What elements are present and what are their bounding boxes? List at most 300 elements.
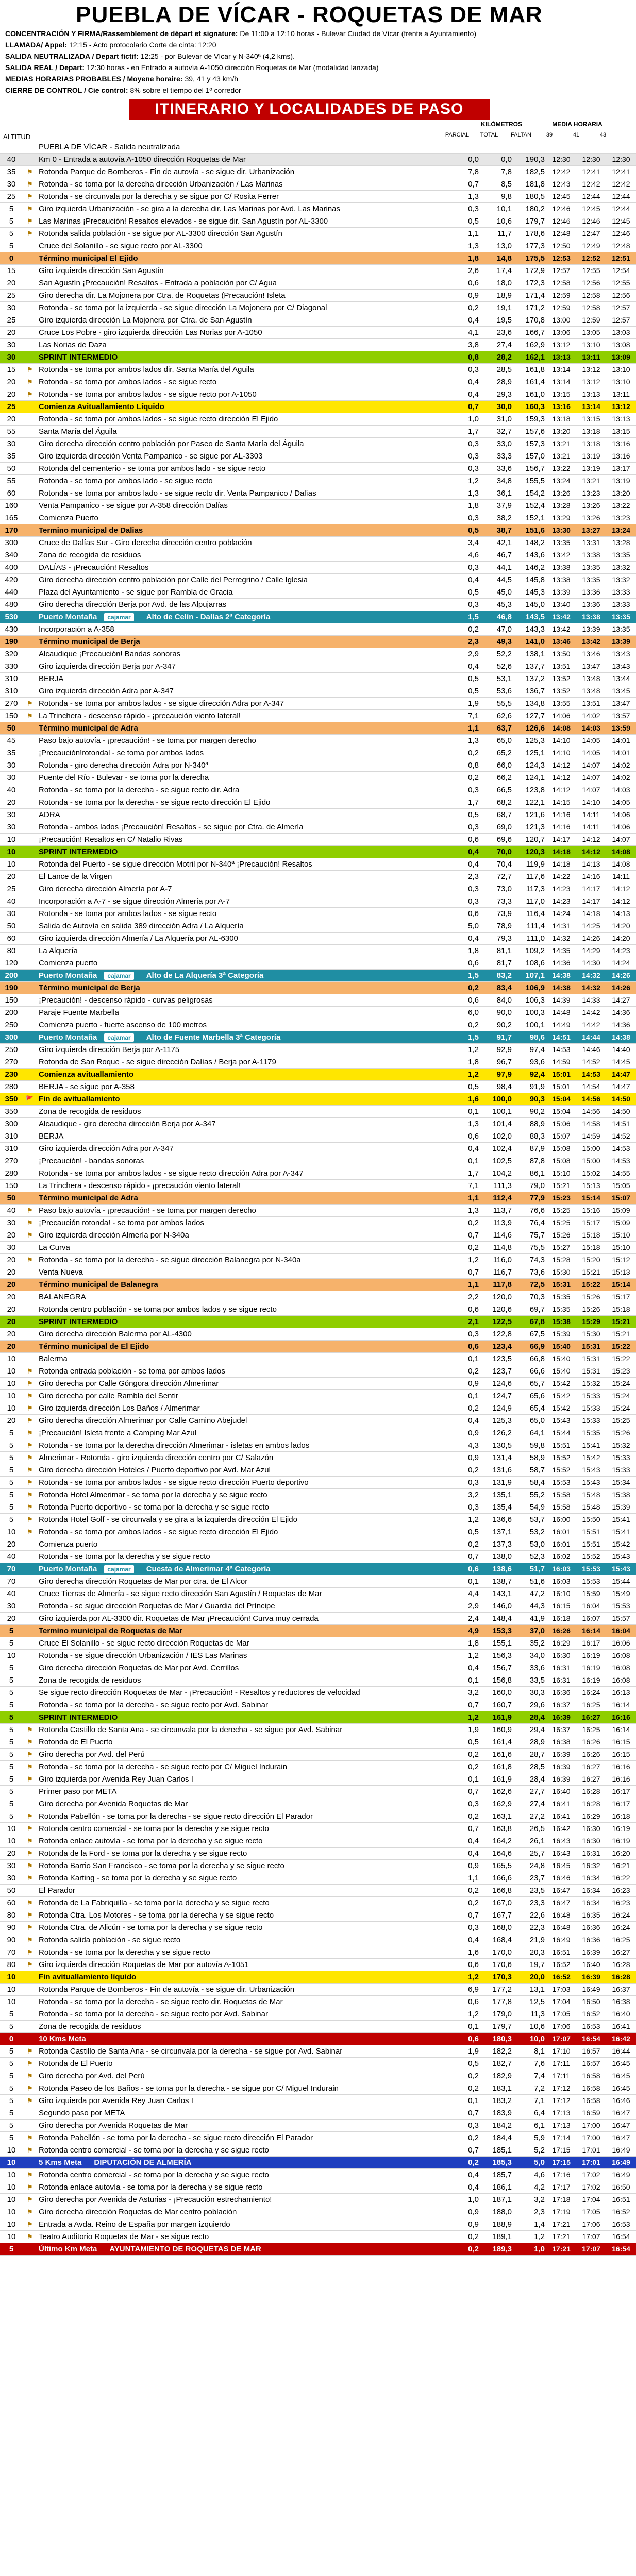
km-remaining-cell: 155,5 <box>513 475 546 487</box>
altitude-cell: 10 <box>0 1390 23 1402</box>
flag-icon <box>23 611 37 623</box>
time-41-cell: 17:02 <box>576 2181 606 2194</box>
table-row <box>0 1959 636 1971</box>
km-remaining-cell: 28,7 <box>513 1749 546 1761</box>
time-43-cell: 15:05 <box>606 1180 636 1192</box>
time-39-cell: 15:53 <box>546 1477 576 1489</box>
km-remaining-cell: 100,1 <box>513 1019 546 1031</box>
table-row <box>0 846 636 858</box>
description-cell <box>37 1316 447 1328</box>
time-41-cell: 16:28 <box>576 1798 606 1810</box>
description-text: Rotonda - se toma por la derecha y se sigue recto <box>39 1552 210 1561</box>
time-43-cell: 15:53 <box>606 1600 636 1613</box>
time-43-cell: 14:27 <box>606 994 636 1007</box>
table-row <box>0 2194 636 2206</box>
time-43-cell: 16:04 <box>606 1625 636 1637</box>
km-total-cell: 123,5 <box>480 1353 513 1365</box>
table-row <box>0 1044 636 1056</box>
description-text: Alcaudique - giro derecha dirección Berja por A-347 <box>39 1120 216 1128</box>
flag-icon: ⚑ <box>23 1229 37 1242</box>
description-cell <box>37 1180 447 1192</box>
time-43-cell: 16:24 <box>606 1909 636 1922</box>
km-total-cell: 182,2 <box>480 2045 513 2058</box>
time-39-cell: 17:10 <box>546 2045 576 2058</box>
itinerary-rows <box>0 141 636 2256</box>
km-remaining-cell: 10,0 <box>513 2033 546 2045</box>
time-41-cell: 14:56 <box>576 1093 606 1106</box>
km-total-cell: 0,0 <box>480 154 513 166</box>
altitude-cell: 310 <box>0 1143 23 1155</box>
time-39-cell: 14:16 <box>546 821 576 834</box>
km-total-cell: 44,1 <box>480 562 513 574</box>
description-text: Giro izquierda dirección Los Baños / Almerimar <box>39 1404 200 1413</box>
km-partial-header: PARCIAL <box>445 132 470 138</box>
km-remaining-cell: 28,5 <box>513 1761 546 1773</box>
km-partial-cell: 1,2 <box>447 1514 480 1526</box>
time-39-cell: 13:42 <box>546 623 576 636</box>
description-text: Rotonda - se toma por ambos lados dir. Santa María del Aguila <box>39 365 254 374</box>
table-row <box>0 2033 636 2045</box>
km-remaining-cell: 53,2 <box>513 1526 546 1538</box>
time-41-cell: 13:18 <box>576 426 606 438</box>
time-43-cell: 14:01 <box>606 735 636 747</box>
km-remaining-cell: 166,7 <box>513 327 546 339</box>
altitude-cell: 280 <box>0 1081 23 1093</box>
time-39-cell: 13:21 <box>546 438 576 450</box>
km-total-cell: 184,2 <box>480 2120 513 2132</box>
description-text: Salida de Autovía en salida 389 dirección Adra / La Alquería <box>39 922 244 930</box>
time-41-cell: 13:21 <box>576 475 606 487</box>
time-39-cell: 16:39 <box>546 1761 576 1773</box>
description-text: Teatro Auditorio Roquetas de Mar - se sigue recto <box>39 2232 209 2241</box>
altitude-cell: 10 <box>0 858 23 871</box>
table-row <box>0 178 636 191</box>
km-partial-cell: 0,2 <box>447 302 480 314</box>
time-39-cell: 15:42 <box>546 1402 576 1415</box>
description-cell <box>37 1415 447 1427</box>
description-cell <box>37 562 447 574</box>
time-41-cell: 16:04 <box>576 1600 606 1613</box>
time-43-cell: 13:19 <box>606 475 636 487</box>
table-row <box>0 1106 636 1118</box>
time-43-cell: 14:12 <box>606 895 636 908</box>
description-cell <box>37 1106 447 1118</box>
time-39-cell: 16:29 <box>546 1637 576 1650</box>
km-total-cell: 111,3 <box>480 1180 513 1192</box>
altitude-cell: 70 <box>0 1563 23 1575</box>
time-39-cell: 16:40 <box>546 1786 576 1798</box>
time-41-cell: 14:12 <box>576 834 606 846</box>
km-total-cell: 164,2 <box>480 1835 513 1848</box>
table-row <box>0 2206 636 2218</box>
table-row <box>0 1489 636 1501</box>
flag-icon: ⚑ <box>23 1254 37 1266</box>
km-remaining-cell: 5,9 <box>513 2132 546 2144</box>
km-remaining-cell: 86,1 <box>513 1167 546 1180</box>
table-row <box>0 970 636 982</box>
km-remaining-cell: 125,3 <box>513 735 546 747</box>
table-row <box>0 438 636 450</box>
description-cell <box>37 970 447 982</box>
time-41-cell: 16:29 <box>576 1810 606 1823</box>
km-partial-cell: 0,6 <box>447 1303 480 1316</box>
time-39-cell: 16:02 <box>546 1551 576 1563</box>
description-cell <box>37 302 447 314</box>
km-remaining-cell: 143,6 <box>513 549 546 562</box>
description-text: SPRINT INTERMEDIO <box>39 848 118 856</box>
time-39-cell: 13:38 <box>546 574 576 586</box>
time-39-cell: 17:19 <box>546 2206 576 2218</box>
altitude-cell: 5 <box>0 2045 23 2058</box>
flag-icon <box>23 1600 37 1613</box>
altitude-cell: 270 <box>0 1155 23 1167</box>
km-partial-cell: 0,2 <box>447 772 480 784</box>
time-39-cell: 14:22 <box>546 871 576 883</box>
km-partial-cell: 0,4 <box>447 858 480 871</box>
time-43-cell: 16:37 <box>606 1984 636 1996</box>
km-partial-cell: 0,7 <box>447 1909 480 1922</box>
time-43-cell <box>606 141 636 154</box>
altitude-cell: 10 <box>0 2231 23 2243</box>
time-43-cell: 15:17 <box>606 1291 636 1303</box>
table-row <box>0 1588 636 1600</box>
km-remaining-cell: 160,3 <box>513 401 546 413</box>
time-39-cell: 15:52 <box>546 1452 576 1464</box>
km-total-cell: 161,4 <box>480 1736 513 1749</box>
km-total-cell: 183,1 <box>480 2082 513 2095</box>
km-remaining-cell: 65,7 <box>513 1378 546 1390</box>
flag-icon <box>23 426 37 438</box>
time-39-cell: 13:46 <box>546 636 576 648</box>
km-remaining-cell: 100,3 <box>513 1007 546 1019</box>
flag-icon: ⚑ <box>23 1439 37 1452</box>
altitude-cell: 40 <box>0 1588 23 1600</box>
km-partial-cell: 0,6 <box>447 957 480 970</box>
flag-icon: ⚑ <box>23 166 37 178</box>
time-41-cell: 14:56 <box>576 1106 606 1118</box>
time-41-cell: 16:57 <box>576 2058 606 2070</box>
table-row <box>0 413 636 426</box>
time-43-cell: 12:51 <box>606 252 636 265</box>
flag-icon: ⚑ <box>23 1848 37 1860</box>
flag-icon: ⚑ <box>23 1959 37 1971</box>
altitude-cell: 25 <box>0 401 23 413</box>
description-cell <box>37 2206 447 2218</box>
km-partial-cell: 1,9 <box>447 2045 480 2058</box>
km-total-cell: 65,2 <box>480 747 513 759</box>
table-row <box>0 2058 636 2070</box>
km-total-cell: 104,2 <box>480 1167 513 1180</box>
km-total-cell: 32,7 <box>480 426 513 438</box>
km-remaining-cell: 70,3 <box>513 1291 546 1303</box>
flag-icon <box>23 401 37 413</box>
km-remaining-cell: 121,3 <box>513 821 546 834</box>
time-41-cell: 13:19 <box>576 450 606 463</box>
description-text: Rotonda salida población - se sigue recto <box>39 1936 181 1944</box>
altitude-cell: 10 <box>0 2157 23 2169</box>
km-total-cell: 164,6 <box>480 1848 513 1860</box>
flag-icon: ⚑ <box>23 1464 37 1477</box>
time-43-cell: 16:21 <box>606 1860 636 1872</box>
flag-icon: ⚑ <box>23 203 37 215</box>
km-remaining-cell: 7,1 <box>513 2095 546 2107</box>
time-41-cell: 14:02 <box>576 710 606 722</box>
time-39-cell: 14:51 <box>546 1031 576 1044</box>
km-total-cell: 96,7 <box>480 1056 513 1069</box>
km-total-cell: 90,0 <box>480 1007 513 1019</box>
altitude-cell: 10 <box>0 1835 23 1848</box>
time-39-cell: 13:55 <box>546 698 576 710</box>
altitude-cell: 350 <box>0 1093 23 1106</box>
time-39-cell: 15:42 <box>546 1390 576 1402</box>
table-row <box>0 1069 636 1081</box>
km-remaining-cell: 171,4 <box>513 290 546 302</box>
km-partial-cell: 0,8 <box>447 759 480 772</box>
altitude-cell: 90 <box>0 1922 23 1934</box>
altitude-cell: 5 <box>0 1489 23 1501</box>
sponsor-badge: cajamar <box>104 972 133 980</box>
time-41-cell: 16:30 <box>576 1823 606 1835</box>
description-text: Termino municipal de Dalias <box>39 526 143 535</box>
time-41-cell: 17:07 <box>576 2231 606 2243</box>
altitude-cell: 40 <box>0 895 23 908</box>
km-remaining-cell: 58,9 <box>513 1452 546 1464</box>
time-39-cell: 15:21 <box>546 1180 576 1192</box>
description-text: Puerto Montaña <box>39 613 97 621</box>
table-row <box>0 426 636 438</box>
table-row <box>0 1810 636 1823</box>
time-39-cell: 13:51 <box>546 660 576 673</box>
altitude-cell: 5 <box>0 1798 23 1810</box>
flag-icon: ⚑ <box>23 2070 37 2082</box>
flag-icon: ⚑ <box>23 2144 37 2157</box>
km-partial-cell: 1,2 <box>447 1254 480 1266</box>
time-39-cell: 15:06 <box>546 1118 576 1130</box>
table-row <box>0 1279 636 1291</box>
time-43-cell: 16:13 <box>606 1687 636 1699</box>
altitude-cell: 30 <box>0 1872 23 1885</box>
km-remaining-cell: 7,2 <box>513 2082 546 2095</box>
km-partial-cell: 0,6 <box>447 908 480 920</box>
description-text: ADRA <box>39 810 60 819</box>
km-remaining-cell: 75,5 <box>513 1242 546 1254</box>
time-39-cell: 16:37 <box>546 1724 576 1736</box>
km-remaining-cell: 152,4 <box>513 500 546 512</box>
table-row <box>0 1823 636 1835</box>
altitude-cell: 5 <box>0 1427 23 1439</box>
km-partial-cell: 0,2 <box>447 1749 480 1761</box>
altitude-cell: 30 <box>0 178 23 191</box>
description-cell <box>37 141 447 154</box>
km-partial-cell: 0,5 <box>447 809 480 821</box>
description-text: Puente del Río - Bulevar - se toma por la derecha <box>39 773 209 782</box>
km-total-cell: 53,6 <box>480 685 513 698</box>
table-row <box>0 524 636 537</box>
description-text: Rotonda - giro derecha dirección Adra por N-340ª <box>39 761 209 770</box>
time-43-cell: 15:09 <box>606 1205 636 1217</box>
table-row <box>0 722 636 735</box>
table-row <box>0 1934 636 1946</box>
km-partial-cell: 6,9 <box>447 1984 480 1996</box>
flag-icon <box>23 858 37 871</box>
table-row <box>0 290 636 302</box>
km-total-cell: 33,0 <box>480 438 513 450</box>
km-total-cell: 69,6 <box>480 834 513 846</box>
description-text: Comienza puerto <box>39 1540 98 1549</box>
time-43-cell: 16:08 <box>606 1674 636 1687</box>
time-41-cell: 15:31 <box>576 1365 606 1378</box>
time-39-cell: 17:11 <box>546 2058 576 2070</box>
km-partial-cell: 0,2 <box>447 1761 480 1773</box>
km-total-cell: 162,6 <box>480 1786 513 1798</box>
flag-icon <box>23 908 37 920</box>
km-partial-cell: 0,1 <box>447 1390 480 1402</box>
flag-icon <box>23 475 37 487</box>
description-cell <box>37 450 447 463</box>
altitude-cell: 20 <box>0 327 23 339</box>
description-text: Rotonda de San Roque - se sigue dirección Dalías / Berja por A-1179 <box>39 1058 276 1066</box>
info-line: SALIDA REAL / Depart: 12:30 horas - en Entrado a autovía A-1050 dirección Roquetas de Mar (modalidad lanzada) <box>5 63 379 72</box>
time-39-cell: 15:38 <box>546 1316 576 1328</box>
time-39-cell: 16:38 <box>546 1736 576 1749</box>
description-text: Km 0 - Entrada a autovía A-1050 dirección Roquetas de Mar <box>39 155 246 164</box>
flag-icon <box>23 1328 37 1341</box>
time-43-cell: 12:41 <box>606 166 636 178</box>
time-41-cell: 13:36 <box>576 599 606 611</box>
altitude-cell: 50 <box>0 1885 23 1897</box>
table-row <box>0 1600 636 1613</box>
description-cell <box>37 1798 447 1810</box>
km-partial-cell: 0,2 <box>447 1897 480 1909</box>
time-39-cell: 15:40 <box>546 1341 576 1353</box>
flag-icon <box>23 1279 37 1291</box>
km-remaining-cell: 117,0 <box>513 895 546 908</box>
km-remaining-cell: 177,3 <box>513 240 546 252</box>
time-43-cell: 14:02 <box>606 759 636 772</box>
description-text: La Alquería <box>39 946 78 955</box>
time-41-cell: 16:31 <box>576 1848 606 1860</box>
km-remaining-cell: 92,4 <box>513 1069 546 1081</box>
description-cell <box>37 401 447 413</box>
km-partial-cell: 0,4 <box>447 1415 480 1427</box>
description-cell <box>37 512 447 524</box>
time-43-cell: 15:23 <box>606 1365 636 1378</box>
km-total-cell: 156,8 <box>480 1674 513 1687</box>
flag-icon: ⚑ <box>23 228 37 240</box>
column-headers <box>0 120 618 141</box>
km-partial-cell: 0,7 <box>447 1699 480 1711</box>
description-text: Rotonda de la Ford - se toma por la derecha y se sigue recto <box>39 1849 247 1858</box>
time-39-cell: 17:12 <box>546 2095 576 2107</box>
time-39-cell: 13:18 <box>546 413 576 426</box>
km-remaining-cell: 146,2 <box>513 562 546 574</box>
km-total-cell: 182,7 <box>480 2058 513 2070</box>
km-total-cell: 83,2 <box>480 970 513 982</box>
km-partial-cell: 0,5 <box>447 524 480 537</box>
table-row <box>0 141 636 154</box>
description-cell <box>37 1303 447 1316</box>
description-text: Cruce El Solanillo - se sigue recto dirección Roquetas de Mar <box>39 1639 249 1648</box>
km-remaining-cell: 106,3 <box>513 994 546 1007</box>
time-41-cell: 13:10 <box>576 339 606 351</box>
time-39-cell: 12:59 <box>546 302 576 314</box>
time-43-cell: 16:22 <box>606 1872 636 1885</box>
km-total-cell: 114,6 <box>480 1229 513 1242</box>
time-43-cell: 16:47 <box>606 2120 636 2132</box>
km-total-cell: 124,9 <box>480 1402 513 1415</box>
flag-icon <box>23 834 37 846</box>
description-text: Paraje Fuente Marbella <box>39 1008 119 1017</box>
time-39-cell: 15:40 <box>546 1353 576 1365</box>
time-43-cell: 15:33 <box>606 1452 636 1464</box>
altitude-cell: 10 <box>0 2206 23 2218</box>
info-line: SALIDA NEUTRALIZADA / Depart fictif: 12:25 - por Bulevar de Vícar y N-340ª (4,2 kms). <box>5 52 295 60</box>
description-text: Giro derecha dirección centro población por Paseo de Santa María del Águila <box>39 439 304 448</box>
table-row <box>0 2132 636 2144</box>
time-41-cell: 15:48 <box>576 1489 606 1501</box>
km-total-cell: 137,1 <box>480 1526 513 1538</box>
km-partial-cell: 0,3 <box>447 1922 480 1934</box>
time-43-cell: 15:41 <box>606 1514 636 1526</box>
description-cell <box>37 1044 447 1056</box>
flag-icon <box>23 1551 37 1563</box>
time-41-cell: 15:26 <box>576 1303 606 1316</box>
flag-icon <box>23 1143 37 1155</box>
time-41-cell: 14:59 <box>576 1130 606 1143</box>
km-total-cell: 17,4 <box>480 265 513 277</box>
km-remaining-cell: 125,1 <box>513 747 546 759</box>
flag-icon: ⚑ <box>23 2058 37 2070</box>
km-partial-cell: 1,7 <box>447 796 480 809</box>
km-total-cell: 8,5 <box>480 178 513 191</box>
table-row <box>0 215 636 228</box>
description-text: ¡Precaución! Isleta frente a Camping Mar Azul <box>39 1429 196 1437</box>
km-total-cell: 130,5 <box>480 1439 513 1452</box>
time-41-cell: 16:26 <box>576 1749 606 1761</box>
time-43-cell: 15:43 <box>606 1551 636 1563</box>
km-remaining-cell: 97,4 <box>513 1044 546 1056</box>
table-row <box>0 636 636 648</box>
time-43-cell: 13:44 <box>606 673 636 685</box>
description-cell <box>37 2045 447 2058</box>
description-cell <box>37 1823 447 1835</box>
table-row <box>0 1897 636 1909</box>
km-partial-cell: 1,8 <box>447 945 480 957</box>
km-total-cell: 189,1 <box>480 2231 513 2243</box>
time-41-cell: 14:11 <box>576 809 606 821</box>
time-39-cell: 16:51 <box>546 1946 576 1959</box>
km-total-cell: 34,8 <box>480 475 513 487</box>
description-text: Giro derecha por Avd. del Perú <box>39 1750 145 1759</box>
flag-icon <box>23 994 37 1007</box>
flag-icon <box>23 265 37 277</box>
km-partial-cell: 4,3 <box>447 1439 480 1452</box>
time-43-cell: 16:14 <box>606 1699 636 1711</box>
table-row <box>0 314 636 327</box>
flag-icon <box>23 154 37 166</box>
km-remaining-cell: 116,4 <box>513 908 546 920</box>
time-39-cell: 13:26 <box>546 487 576 500</box>
time-41-cell: 15:14 <box>576 1192 606 1205</box>
flag-icon <box>23 685 37 698</box>
speed-43-header: 43 <box>599 132 607 138</box>
altitude-cell: 60 <box>0 1897 23 1909</box>
description-text: Las Marinas ¡Precaución! Resaltos elevados - se sigue dir. San Agustín por AL-3300 <box>39 217 328 226</box>
time-39-cell: 16:01 <box>546 1526 576 1538</box>
km-remaining-cell: 75,7 <box>513 1229 546 1242</box>
time-41-cell: 13:12 <box>576 364 606 376</box>
km-remaining-cell: 136,7 <box>513 685 546 698</box>
